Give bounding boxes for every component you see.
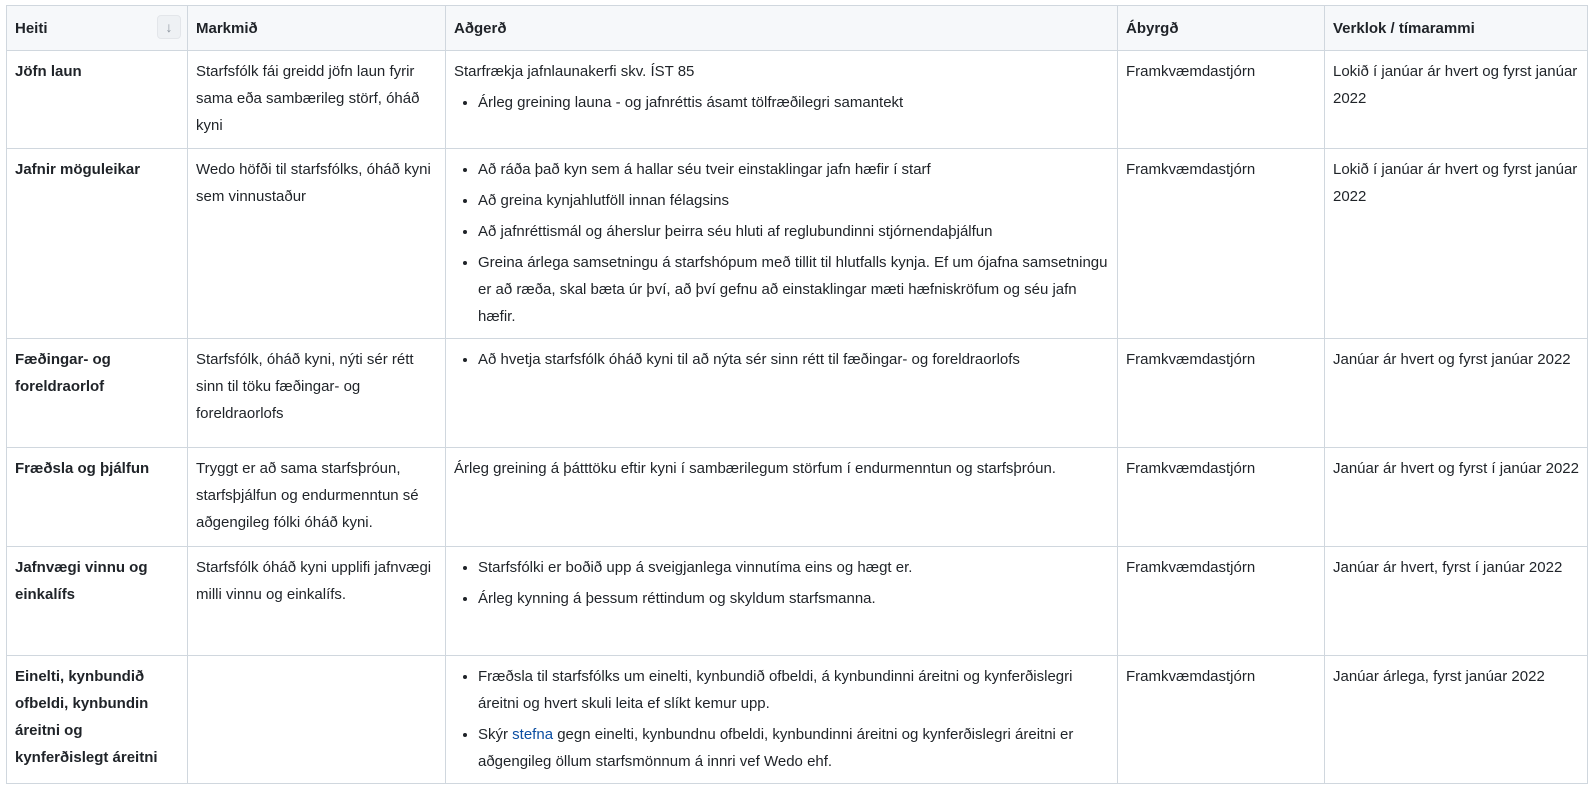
table-header-row	[7, 6, 1588, 51]
header-abyrgd[interactable]: Ábyrgð	[1118, 6, 1325, 51]
row-goal: Starfsfólk fái greidd jöfn laun fyrir sama eða sambærileg störf, óháð kyni	[188, 51, 446, 149]
action-list-item: • Að greina kynjahlutföll innan félagsins	[478, 187, 1109, 214]
row-responsible: Framkvæmdastjórn	[1118, 547, 1325, 656]
row-deadline: Janúar árlega, fyrst janúar 2022	[1325, 656, 1588, 784]
sort-arrow-down-icon[interactable]: ↓	[157, 15, 181, 39]
table-row	[7, 339, 1588, 448]
action-list-item: • Að ráða það kyn sem á hallar séu tveir einstaklingar jafn hæfir í starf	[478, 156, 1109, 183]
action-list	[454, 663, 1109, 775]
action-list-item: • Greina árlega samsetningu á starfshópum með tillit til hlutfalls kynja. Ef um ójafna samsetningu er að ræða, skal bæta úr því, að því gefnu að einstaklingar mæti hæfniskröfum og séu jafn hæfir.	[478, 249, 1109, 330]
row-action	[446, 656, 1118, 784]
header-heiti-label: Heiti	[15, 20, 48, 37]
action-list	[454, 346, 1109, 373]
action-list-item: • Starfsfólki er boðið upp á sveigjanlega vinnutíma eins og hægt er.	[478, 554, 1109, 581]
row-title: Jafnvægi vinnu og einkalífs	[7, 547, 188, 656]
policy-link[interactable]: stefna	[512, 726, 554, 743]
row-deadline: Janúar ár hvert og fyrst janúar 2022	[1325, 339, 1588, 448]
row-responsible: Framkvæmdastjórn	[1118, 339, 1325, 448]
row-goal	[188, 656, 446, 784]
row-action	[446, 339, 1118, 448]
row-deadline: Lokið í janúar ár hvert og fyrst janúar 2022	[1325, 149, 1588, 339]
header-adgerd[interactable]: Aðgerð	[446, 6, 1118, 51]
header-markmid[interactable]: Markmið	[188, 6, 446, 51]
action-text: Starfrækja jafnlaunakerfi skv. ÍST 85	[454, 63, 695, 80]
action-plan-table-wrapper	[6, 5, 1587, 784]
row-action	[446, 149, 1118, 339]
table-row	[7, 656, 1588, 784]
action-list-item: • Árleg greining launa - og jafnréttis ásamt tölfræðilegri samantekt	[478, 89, 1109, 116]
row-goal: Starfsfólk, óháð kyni, nýti sér rétt sinn til töku fæðingar- og foreldraorlofs	[188, 339, 446, 448]
row-responsible: Framkvæmdastjórn	[1118, 448, 1325, 547]
row-deadline: Janúar ár hvert, fyrst í janúar 2022	[1325, 547, 1588, 656]
table-row	[7, 547, 1588, 656]
action-list-item	[478, 721, 1109, 775]
row-action	[446, 51, 1118, 149]
header-heiti[interactable]	[7, 6, 188, 51]
row-goal: Tryggt er að sama starfsþróun, starfsþjálfun og endurmenntun sé aðgengileg fólki óháð kyni.	[188, 448, 446, 547]
action-list-item: • Að hvetja starfsfólk óháð kyni til að nýta sér sinn rétt til fæðingar- og foreldraorlofs	[478, 346, 1109, 373]
row-title: Jöfn laun	[7, 51, 188, 149]
row-responsible: Framkvæmdastjórn	[1118, 656, 1325, 784]
action-text-prefix: Skýr	[478, 726, 513, 743]
action-list	[454, 554, 1109, 612]
row-goal: Wedo höfði til starfsfólks, óháð kyni sem vinnustaður	[188, 149, 446, 339]
row-action	[446, 547, 1118, 656]
row-responsible: Framkvæmdastjórn	[1118, 51, 1325, 149]
row-title: Jafnir möguleikar	[7, 149, 188, 339]
table-row	[7, 448, 1588, 547]
row-goal: Starfsfólk óháð kyni upplifi jafnvægi milli vinnu og einkalífs.	[188, 547, 446, 656]
row-title: Fæðingar- og foreldraorlof	[7, 339, 188, 448]
action-plan-table	[6, 5, 1588, 784]
row-deadline: Lokið í janúar ár hvert og fyrst janúar 2022	[1325, 51, 1588, 149]
row-deadline: Janúar ár hvert og fyrst í janúar 2022	[1325, 448, 1588, 547]
row-responsible: Framkvæmdastjórn	[1118, 149, 1325, 339]
table-row	[7, 149, 1588, 339]
row-title: Einelti, kynbundið ofbeldi, kynbundin áreitni og kynferðislegt áreitni	[7, 656, 188, 784]
row-title: Fræðsla og þjálfun	[7, 448, 188, 547]
row-action: Árleg greining á þátttöku eftir kyni í sambærilegum störfum í endurmenntun og starfsþróun.	[446, 448, 1118, 547]
table-row	[7, 51, 1588, 149]
action-text-suffix: gegn einelti, kynbundnu ofbeldi, kynbundinni áreitni og kynferðislegri áreitni er aðgengileg öllum starfsmönnum á innri vef Wedo ehf.	[478, 726, 1074, 770]
action-list-item: • Árleg kynning á þessum réttindum og skyldum starfsmanna.	[478, 585, 1109, 612]
action-list-item: • Fræðsla til starfsfólks um einelti, kynbundið ofbeldi, á kynbundinni áreitni og kynferðislegri áreitni og hvert skuli leita ef slíkt kemur upp.	[478, 663, 1109, 717]
action-list	[454, 89, 1109, 116]
action-list-item: • Að jafnréttismál og áherslur þeirra séu hluti af reglubundinni stjórnendaþjálfun	[478, 218, 1109, 245]
action-list	[454, 156, 1109, 330]
header-verklok[interactable]: Verklok / tímarammi	[1325, 6, 1588, 51]
